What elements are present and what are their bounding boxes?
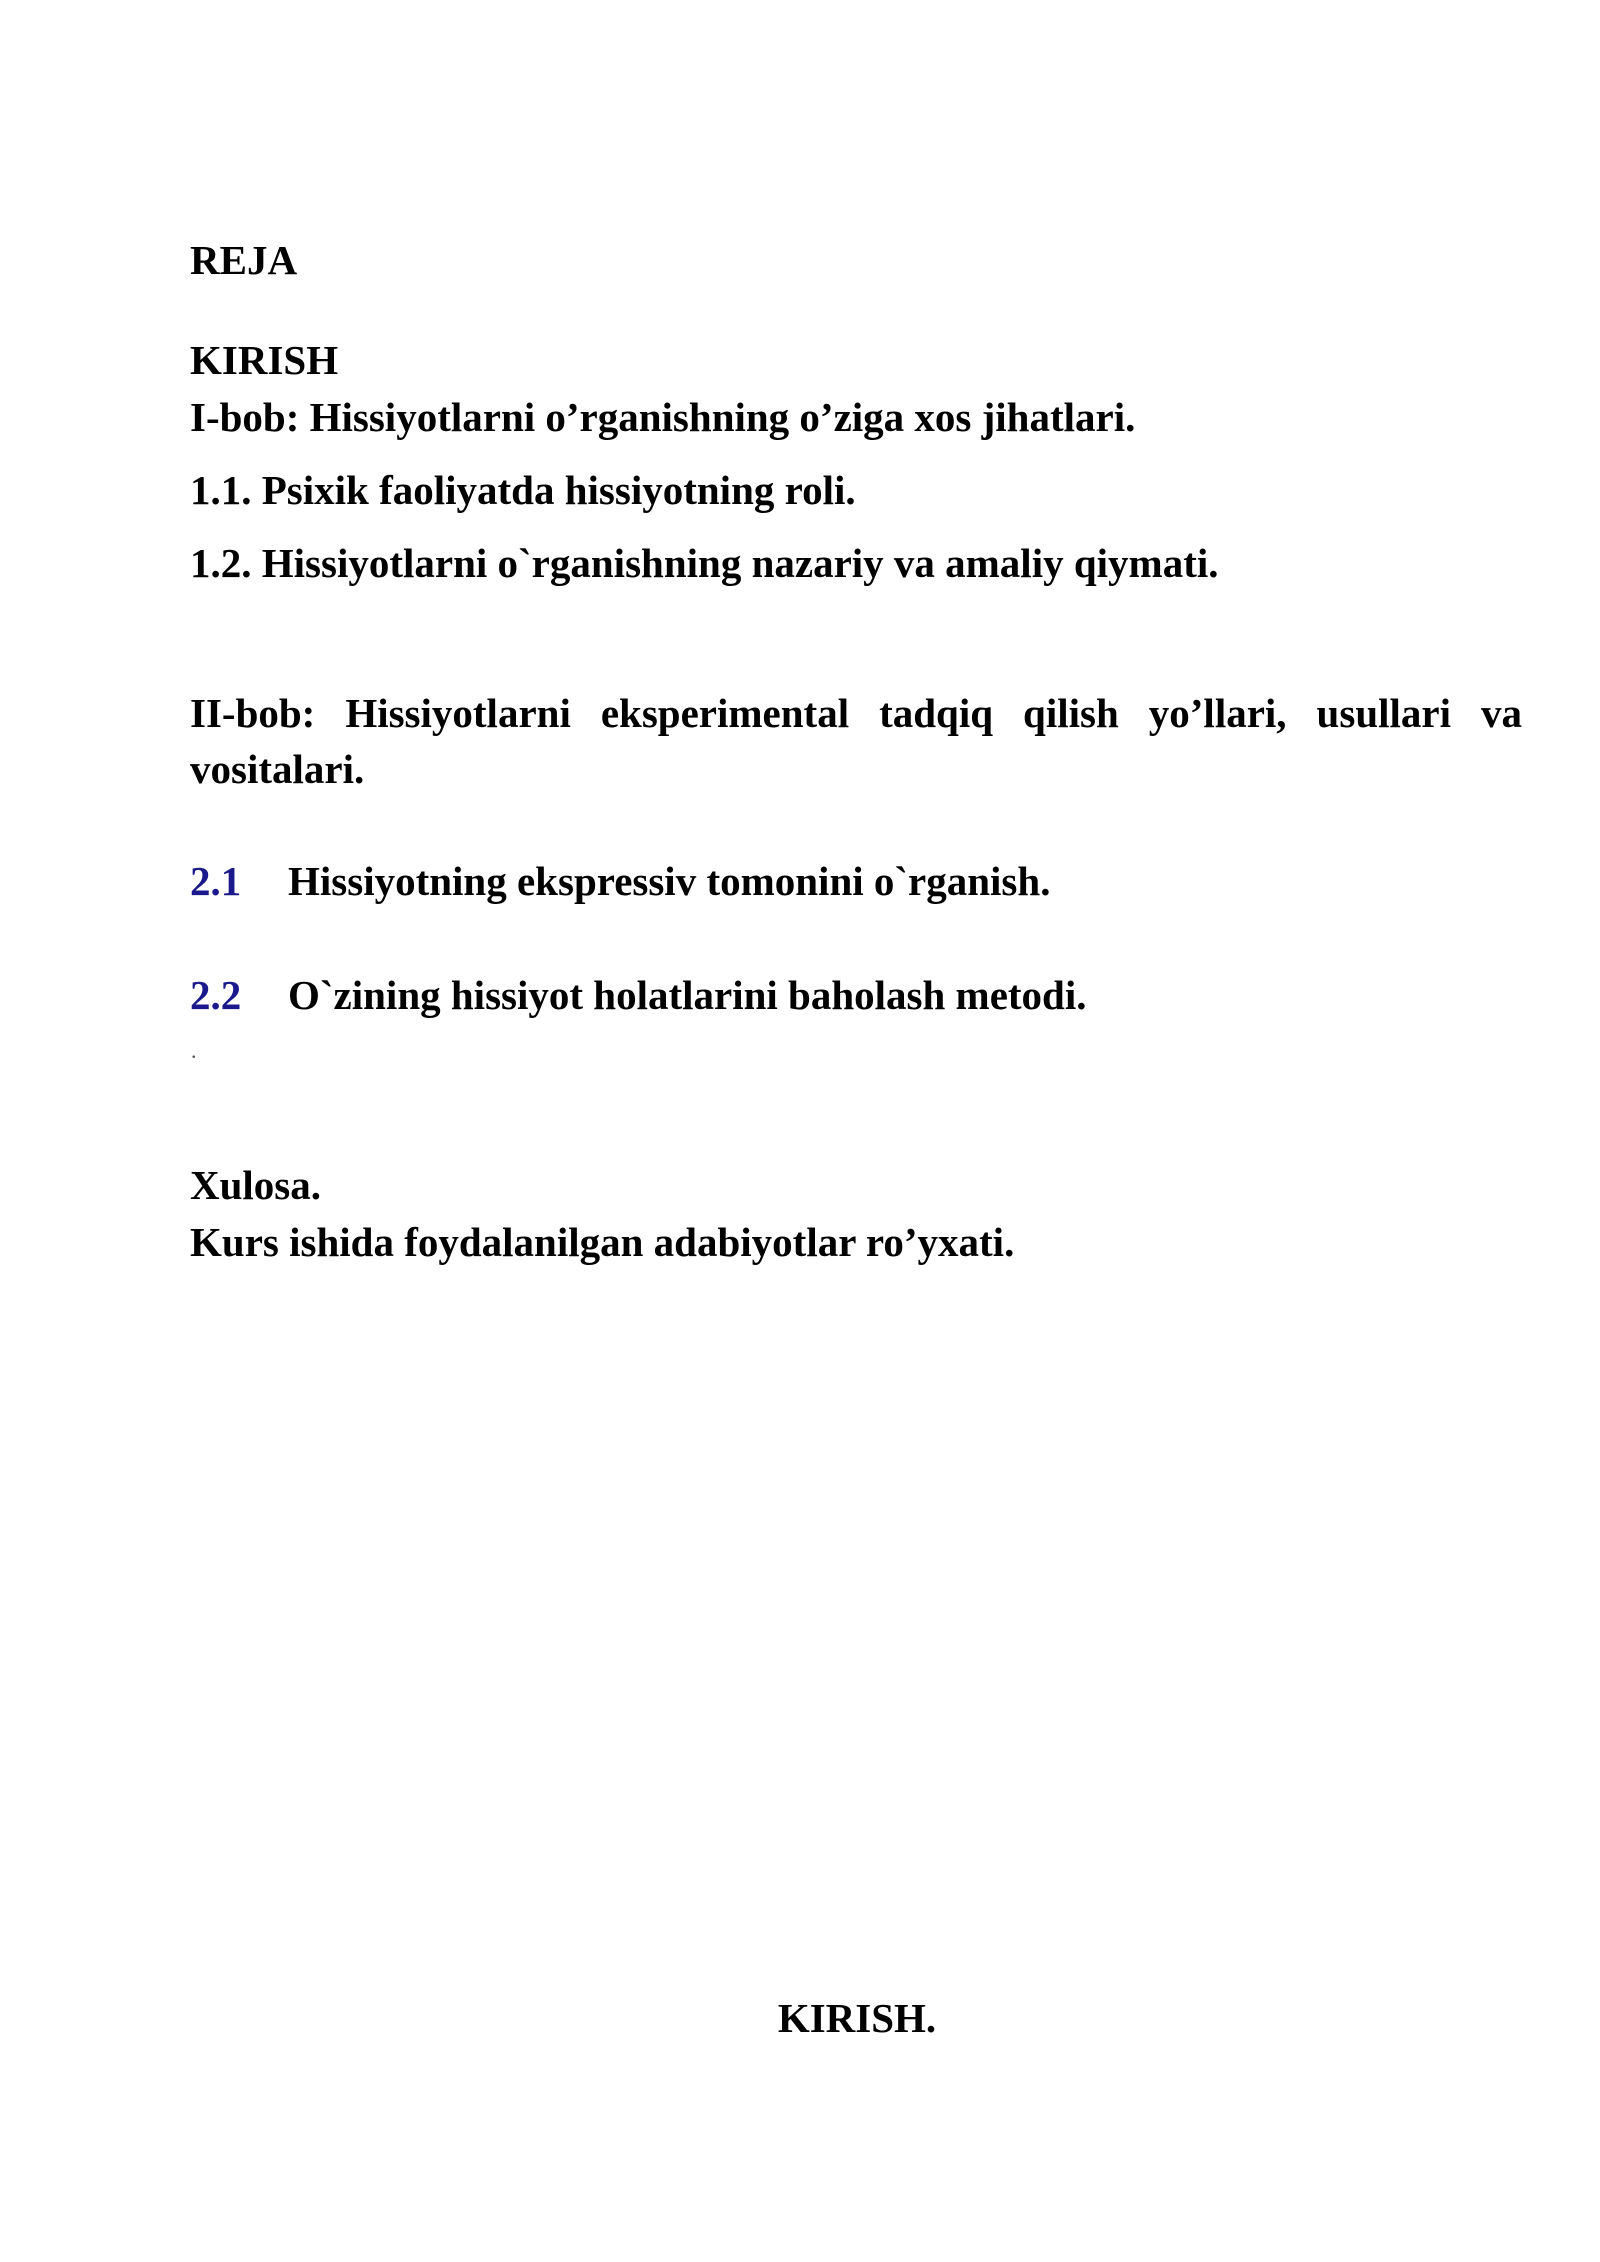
intro-entry: KIRISH — [190, 337, 339, 383]
section-number: 2.2 — [190, 972, 242, 1018]
chapter1-title: I-bob: Hissiyotlarni o’rganishning o’ziga xos jihatlari. — [190, 394, 1136, 440]
section-title: Psixik faoliyatda hissiyotning roli. — [261, 467, 856, 513]
conclusion-entry: Xulosa. — [190, 1162, 322, 1208]
stray-mark: . — [191, 1038, 197, 1063]
references-entry: Kurs ishida foydalanilgan adabiyotlar ro’yxati. — [190, 1219, 1015, 1265]
section-2-2 — [190, 967, 1087, 1023]
section-title: Hissiyotning ekspressiv tomonini o`rganish. — [288, 858, 1051, 904]
section-title: Hissiyotlarni o`rganishning nazariy va amaliy qiymati. — [261, 540, 1219, 586]
section-2-1 — [190, 853, 1050, 909]
plan-title: REJA — [190, 237, 298, 283]
section-number: 1.2. — [190, 540, 252, 586]
section-1-1 — [190, 462, 856, 518]
section-number: 2.1 — [190, 858, 242, 904]
section-title: O`zining hissiyot holatlarini baholash metodi. — [288, 972, 1087, 1018]
intro-heading: KIRISH. — [777, 1995, 937, 2041]
section-number: 1.1. — [190, 467, 252, 513]
chapter2-title: II-bob: Hissiyotlarni eksperimental tadqiq qilish yo’llari, usullari va vositalari. — [190, 690, 1522, 792]
section-1-2 — [190, 535, 1218, 591]
